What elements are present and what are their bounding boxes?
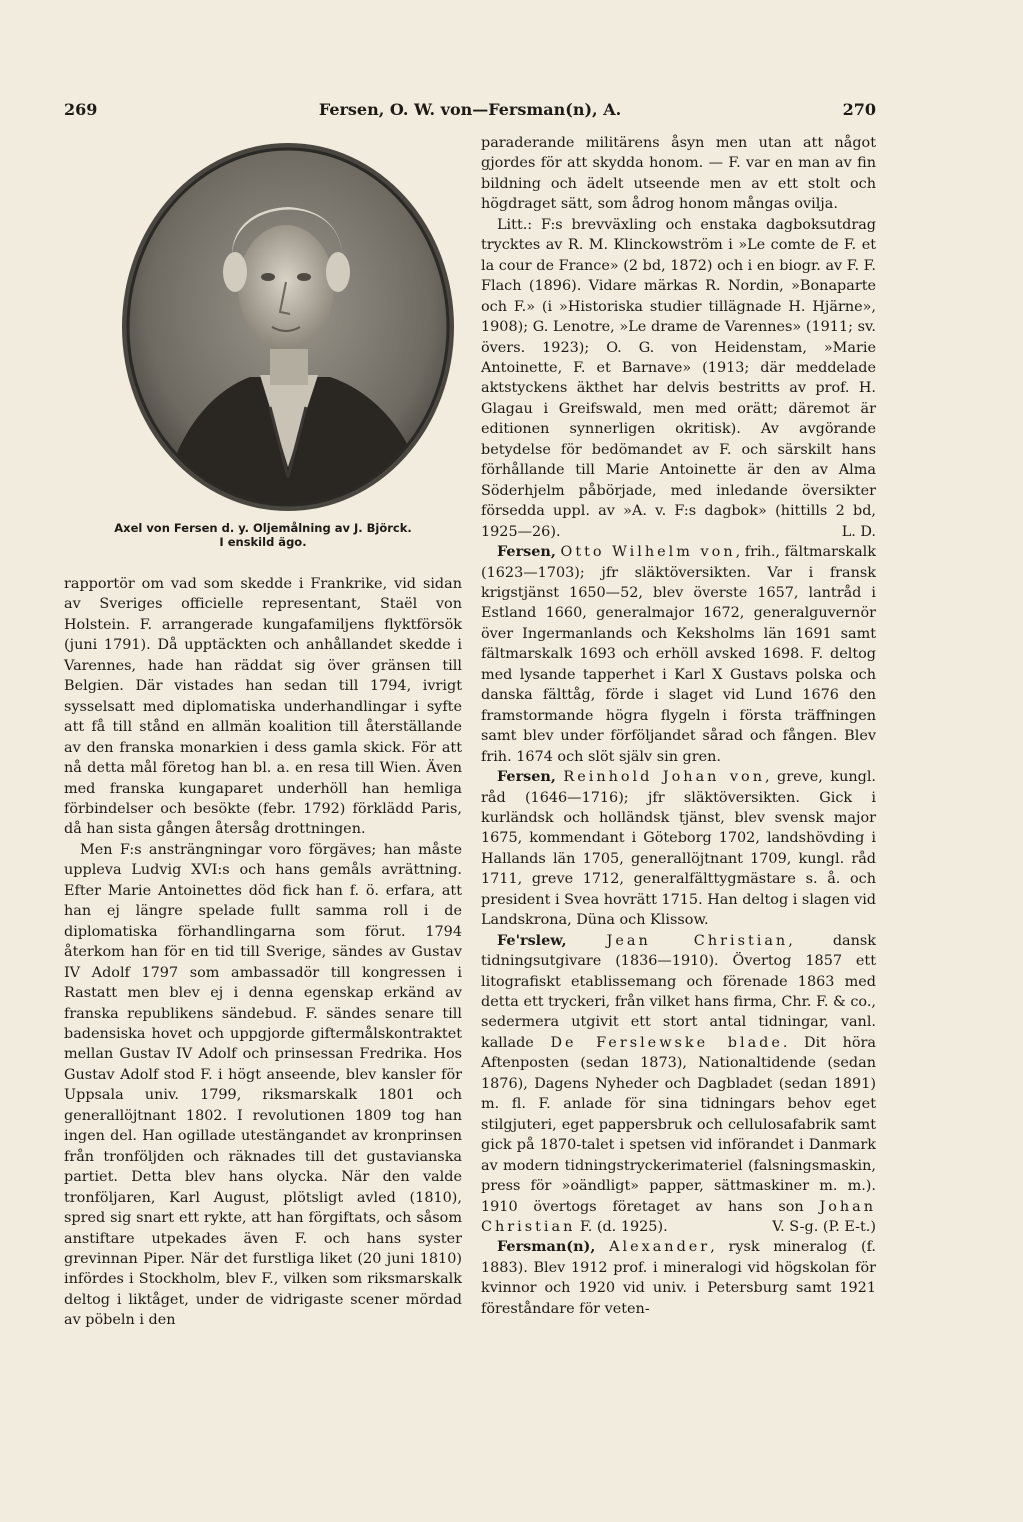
- entry-text-end: F. (d. 1925).: [575, 1219, 668, 1236]
- entry-text-cont: . Dit höra Aftenposten (sedan 1873), Nationaltidende (sedan 1876), Dagens Nyheder och Dagbladet (sedan 1891) m. fl. F. anlade för sina tidningars behov eget stilgjuteri, eget pappersbruk och cellulosafabrik samt gick på 1870-talet i spetsen vid införandet i Danmark av modern tidningstryckerimateriel (falsningsmaskin, press för »oändligt» papper, sättmaskiner m. m.). 1910 övertogs företaget av hans son: [481, 1034, 876, 1215]
- newspaper-name: De Ferslewske blade: [550, 1034, 783, 1051]
- entry-headword: Fersen,: [497, 768, 556, 786]
- entry-fersman: [481, 1237, 876, 1319]
- entry-headword: Fersman(n),: [497, 1238, 596, 1256]
- right-paragraph-1: paraderande militärens åsyn men utan att något gjordes för att skydda honom. — F. var en man av fin bildning och ädelt utseende men av ett stolt och högdraget sätt, som ådrog honom mångas ovilja.: [481, 135, 876, 213]
- entry-text: , rysk mineralog (f. 1883). Blev 1912 prof. i mineralogi vid högskolan för kvinnor och 1920 vid univ. i Petersburg samt 1921 föreståndare för veten-: [481, 1239, 876, 1317]
- entry-headword: Fersen,: [497, 543, 556, 561]
- entry-text: , frih., fältmarskalk (1623—1703); jfr släktöversikten. Var i fransk krigstjänst 1650—52, blev överste 1657, lantråd i Estland 1660, generalmajor 1672, generalguvernör över Ingermanlands och Keksholms län 1691 samt fältmarskalk 1693 och erhöll avsked 1698. F. deltog med lysande tapperhet i Karl X Gustavs polska och danska fälttåg, förde i slaget vid Lund 1676 den framstormande högra flygeln i första träffningen samt blev under förföljandet sårad och fången. Blev frih. 1674 och slöt själv sin gren.: [481, 544, 877, 765]
- left-column: [64, 574, 462, 1331]
- entry-otto-wilhelm: [481, 542, 876, 767]
- entry-text: , greve, kungl. råd (1646—1716); jfr släktöversikten. Gick i kurländsk och holländsk tjänst, blev svensk major 1675, kommendant i Göteborg 1702, landshövding i Hallands län 1705, generallöjtnant 1709, kungl. råd 1711, greve 1712, generalfälttygmästare s. å. och president i Svea hovrätt 1715. Han deltog i slagen vid Landskrona, Düna och Klissow.: [481, 769, 877, 929]
- running-title: Fersen, O. W. von—Fersman(n), A.: [318, 100, 622, 119]
- page-number-right: 270: [842, 100, 876, 119]
- entry-given-name: Alexander: [609, 1239, 711, 1256]
- figure-caption: [64, 521, 462, 549]
- entry-given-name: Otto Wilhelm von: [560, 544, 736, 561]
- entry-ferslew: [481, 931, 876, 1238]
- literature-note: [481, 215, 876, 542]
- entry-headword: Fe'rslew,: [497, 931, 567, 949]
- portrait-image: [120, 137, 460, 517]
- literature-signature: L. D.: [841, 523, 876, 540]
- page-number-left: 269: [64, 100, 98, 119]
- right-column: [481, 133, 876, 1319]
- entry-reinhold-johan: [481, 767, 876, 931]
- entry-text: , dansk tidningsutgivare (1836—1910). Övertog 1857 ett litografiskt etablissemang och förenade 1863 med detta ett tryckeri, från vilket hans firma, Chr. F. & co., sedermera utgivit ett stort antal tidningar, vanl. kallade: [481, 932, 876, 1051]
- left-paragraph-2: Men F:s ansträngningar voro förgäves; han måste uppleva Ludvig XVI:s och hans gemåls avrättning. Efter Marie Antoinettes död fick han f. ö. erfara, att han ej längre spelade fullt samma roll i de diplomatiska förhandlingarna som förut. 1794 återkom han för en tid till Sverige, sändes av Gustav IV Adolf 1797 som ambassadör till kongressen i Rastatt men blev ej i denna egenskap erkänd av franska republikens sändebud. F. sändes senare till badensiska hovet och uppgjorde giftermålskontraktet mellan Gustav IV Adolf och prinsessan Fredrika. Hos Gustav Adolf stod F. i högt anseende, blev kansler för Uppsala univ. 1799, riksmarskalk 1801 och generallöjtnant 1802. I revolutionen 1809 tog han ingen del. Han ogillade utestängandet av kronprinsen från tronföljden och räknades till det gustavianska partiet. Detta blev hans olycka. När den valde tronföljaren, Karl August, plötsligt avled (1810), spred sig snart ett rykte, att han förgiftats, och såsom anstiftare utpekades även F. och hans syster grevinnan Piper. När det furstliga liket (20 juni 1810) infördes i Stockholm, blev F., vilken som riksmarskalk deltog i liktåget, under de vidrigaste scener mördad av pöbeln i den: [64, 841, 462, 1329]
- entry-given-name: Reinhold Johan von: [563, 769, 765, 786]
- entry-given-name: Jean Christian: [606, 932, 789, 949]
- caption-line-1: Axel von Fersen d. y. Oljemålning av J. Björck.: [114, 521, 412, 535]
- entry-signature: V. S-g. (P. E-t.): [772, 1219, 876, 1236]
- portrait-oval-painting: [120, 137, 460, 517]
- caption-line-2: I enskild ägo.: [219, 535, 307, 549]
- son-name: Johan Christian: [481, 1198, 876, 1236]
- literature-text: Litt.: F:s brevväxling och enstaka dagboksutdrag trycktes av R. M. Klinckowström i »Le comte de F. et la cour de France» (2 bd, 1872) och i en biogr. av F. F. Flach (1896). Vidare märkas R. Nordin, »Bonaparte och F.» (i »Historiska studier tillägnade H. Hjärne», 1908); G. Lenotre, »Le drame de Varennes» (1911; sv. övers. 1923); O. G. von Heidenstam, »Marie Antoinette, F. et Barnave» (1913; där meddelade aktstyckens äkthet har delvis bestritts av prof. H. Glagau i Greifswald, men med orätt; däremot är editionen synnerligen okritisk). Av avgörande betydelse för bedömandet av F. och särskilt hans förhållande till Marie Antoinette är den av Alma Söderhjelm påbörjade, med inledande översikter försedda uppl. av »A. v. F:s dagbok» (hittills 2 bd, 1925—26).: [481, 216, 876, 540]
- page-header: [64, 100, 876, 124]
- left-paragraph-1: rapportör om vad som skedde i Frankrike, vid sidan av Sveriges officielle representant, Staël von Holstein. F. arrangerade kungafamiljens flyktförsök (juni 1791). Då upptäckten och anhållandet skedde i Varennes, hade han räddat sig över gränsen till Belgien. Där vistades han sedan till 1794, ivrigt sysselsatt med diplomatiska underhandlingar i syfte att få till stånd en allmän koalition till återställande av den franska monarkien i dess gamla skick. För att nå detta mål företog han bl. a. en resa till Wien. Även med franska kungaparet underhöll han hemliga förbindelser och besökte (febr. 1792) förklädd Paris, då han sista gången återsåg drottningen.: [64, 576, 462, 838]
